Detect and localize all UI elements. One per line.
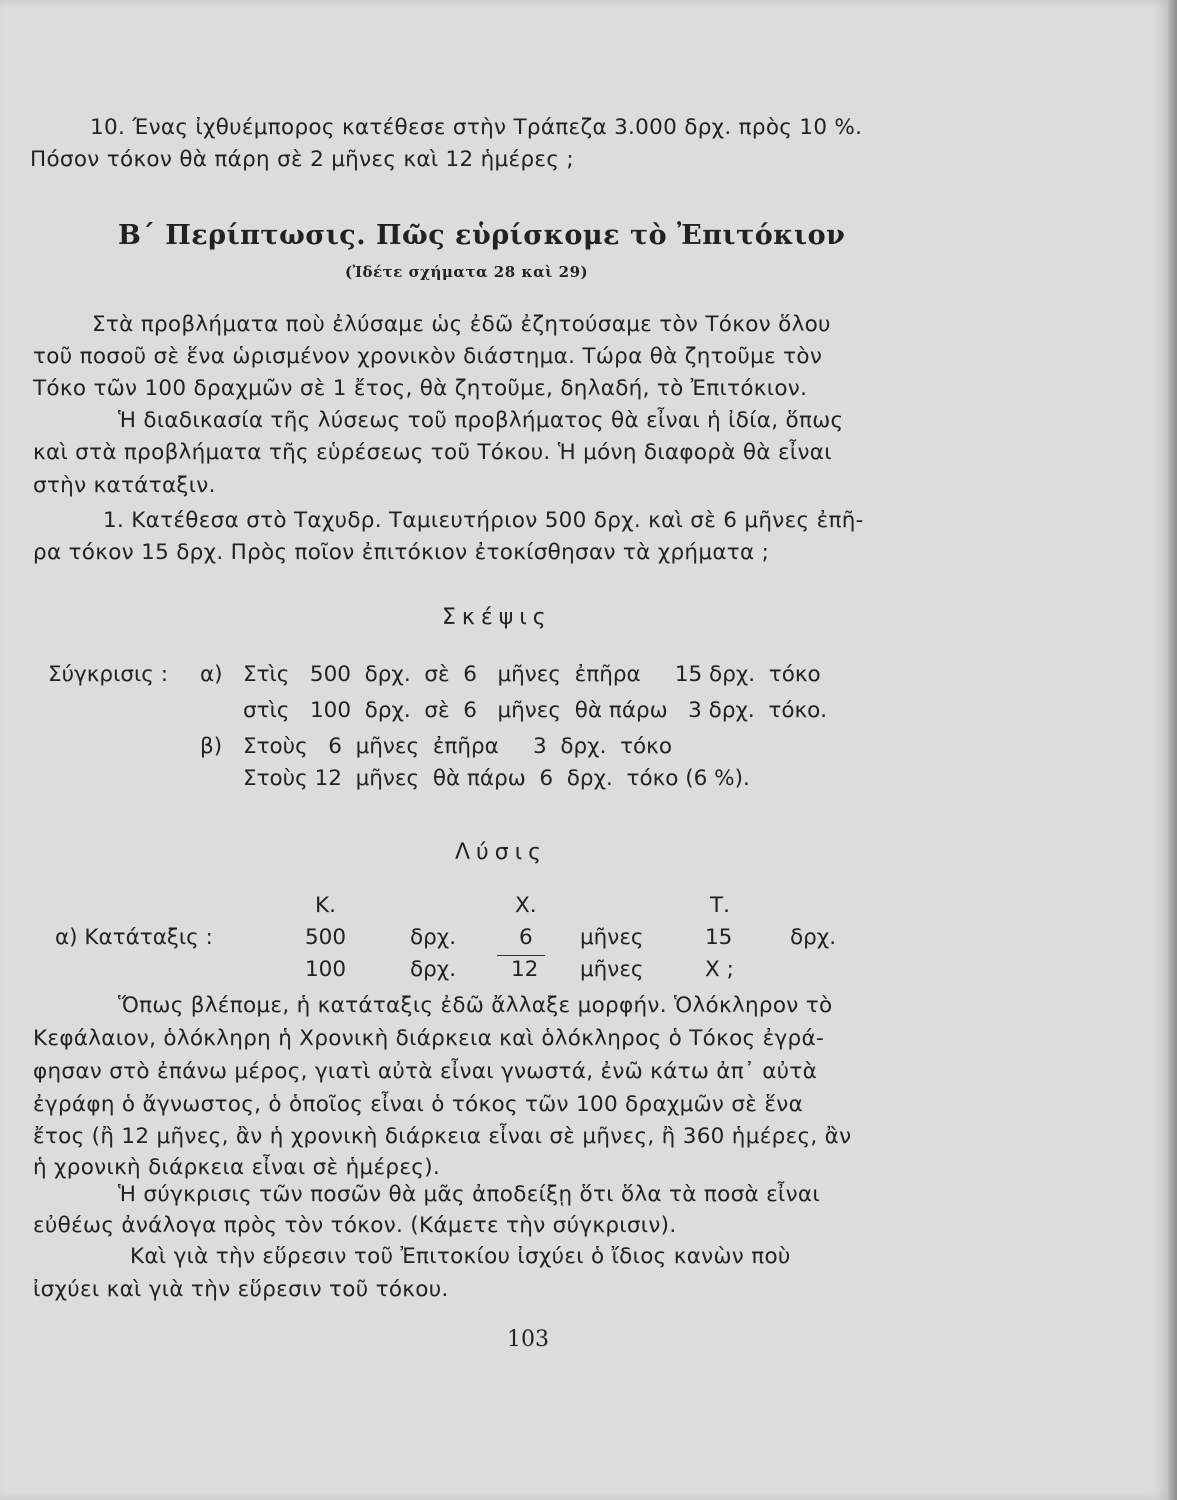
column-k-header: Κ. — [315, 893, 336, 918]
problem-10-line-2: Πόσον τόκον θὰ πάρη σὲ 2 μῆνες καὶ 12 ἡμέρες ; — [30, 147, 574, 172]
row-1-capital-unit: δρχ. — [410, 925, 457, 950]
comparison-b-marker: β) — [200, 734, 223, 759]
row-1-interest-unit: δρχ. — [790, 925, 837, 950]
column-t-header: Τ. — [710, 893, 730, 918]
lysis-heading: Λύσις — [455, 840, 548, 865]
row-2-time: 12 — [511, 957, 539, 982]
comparison-a-marker: α) — [200, 662, 223, 687]
fraction-bar — [497, 955, 545, 956]
intro-line-1: Στὰ προβλήματα ποὺ ἐλύσαμε ὡς ἐδῶ ἐζητούσαμε τὸν Τόκον ὅλου — [92, 312, 831, 337]
classification-label: α) Κατάταξις : — [55, 925, 213, 950]
page-number: 103 — [507, 1327, 549, 1352]
comparison-a-line-2: στὶς 100 δρχ. σὲ 6 μῆνες θὰ πάρω 3 δρχ. τόκο. — [243, 698, 828, 723]
explanation-line-9: Καὶ γιὰ τὴν εὕρεσιν τοῦ Ἐπιτοκίου ἰσχύει ὁ ἴδιος κανὼν ποὺ — [130, 1244, 791, 1269]
comparison-b-line-2: Στοὺς 12 μῆνες θὰ πάρω 6 δρχ. τόκο (6 %). — [243, 766, 750, 791]
section-subtitle: (Ἰδέτε σχήματα 28 καὶ 29) — [345, 263, 589, 281]
explanation-line-8: εὐθέως ἀνάλογα πρὸς τὸν τόκον. (Κάμετε τὴν σύγκρισιν). — [33, 1213, 677, 1238]
comparison-b-line-1: Στοὺς 6 μῆνες ἐπῆρα 3 δρχ. τόκο — [243, 734, 672, 759]
intro-line-5: καὶ στὰ προβλήματα τῆς εὑρέσεως τοῦ Τόκου. Ἡ μόνη διαφορὰ θὰ εἶναι — [33, 440, 832, 465]
section-title: Β΄ Περίπτωσις. Πῶς εὑρίσκομε τὸ Ἐπιτόκιον — [118, 220, 846, 251]
row-1-capital: 500 — [305, 925, 347, 950]
explanation-line-3: φησαν στὸ ἐπάνω μέρος, γιατὶ αὐτὰ εἶναι γνωστά, ἐνῶ κάτω ἀπ᾽ αὐτὰ — [33, 1059, 818, 1084]
explanation-line-2: Κεφάλαιον, ὁλόκληρη ἡ Χρονικὴ διάρκεια καὶ ὁλόκληρος ὁ Τόκος ἐγρά- — [33, 1026, 825, 1051]
problem-10-line-1: 10. Ένας ἰχθυέμπορος κατέθεσε στὴν Τράπεζα 3.000 δρχ. πρὸς 10 %. — [90, 115, 863, 140]
explanation-line-1: Ὅπως βλέπομε, ἡ κατάταξις ἐδῶ ἄλλαξε μορφήν. Ὁλόκληρον τὸ — [118, 993, 833, 1018]
row-1-time: 6 — [519, 925, 533, 950]
problem-1-line-1: 1. Κατέθεσα στὸ Ταχυδρ. Ταμιευτήριον 500 δρχ. καὶ σὲ 6 μῆνες ἐπῆ- — [103, 508, 864, 533]
explanation-line-10: ἰσχύει καὶ γιὰ τὴν εὕρεσιν τοῦ τόκου. — [33, 1277, 449, 1302]
skepsis-heading: Σκέψις — [442, 605, 552, 630]
row-2-capital: 100 — [305, 957, 347, 982]
row-2-time-unit: μῆνες — [580, 957, 644, 982]
comparison-label: Σύγκρισις : — [48, 662, 168, 687]
book-spine-edge — [1168, 0, 1177, 1500]
intro-line-4: Ἡ διαδικασία τῆς λύσεως τοῦ προβλήματος θὰ εἶναι ἡ ἰδία, ὅπως — [118, 408, 844, 433]
problem-1-line-2: ρα τόκον 15 δρχ. Πρὸς ποῖον ἐπιτόκιον ἐτοκίσθησαν τὰ χρήματα ; — [33, 540, 770, 565]
explanation-line-4: ἐγράφη ὁ ἄγνωστος, ὁ ὁποῖος εἶναι ὁ τόκος τῶν 100 δραχμῶν σὲ ἕνα — [33, 1092, 804, 1117]
explanation-line-5: ἔτος (ἢ 12 μῆνες, ἂν ἡ χρονικὴ διάρκεια εἶναι σὲ μῆνες, ἢ 360 ἡμέρες, ἂν — [33, 1124, 852, 1149]
intro-line-6: στὴν κατάταξιν. — [33, 473, 216, 498]
row-1-interest: 15 — [705, 925, 733, 950]
row-2-interest-unknown: Χ ; — [705, 957, 734, 982]
comparison-a-line-1: Στὶς 500 δρχ. σὲ 6 μῆνες ἐπῆρα 15 δρχ. τόκο — [243, 662, 821, 687]
intro-line-2: τοῦ ποσοῦ σὲ ἕνα ὡρισμένον χρονικὸν διάστημα. Τώρα θὰ ζητοῦμε τὸν — [33, 344, 823, 369]
explanation-line-7: Ἡ σύγκρισις τῶν ποσῶν θὰ μᾶς ἀποδείξῃ ὅτι ὅλα τὰ ποσὰ εἶναι — [118, 1182, 820, 1207]
intro-line-3: Τόκο τῶν 100 δραχμῶν σὲ 1 ἔτος, θὰ ζητοῦμε, δηλαδή, τὸ Ἐπιτόκιον. — [33, 376, 808, 401]
column-x-header: Χ. — [515, 893, 537, 918]
row-1-time-unit: μῆνες — [580, 925, 644, 950]
row-2-capital-unit: δρχ. — [410, 957, 457, 982]
explanation-line-6: ἡ χρονικὴ διάρκεια εἶναι σὲ ἡμέρες). — [33, 1155, 441, 1180]
